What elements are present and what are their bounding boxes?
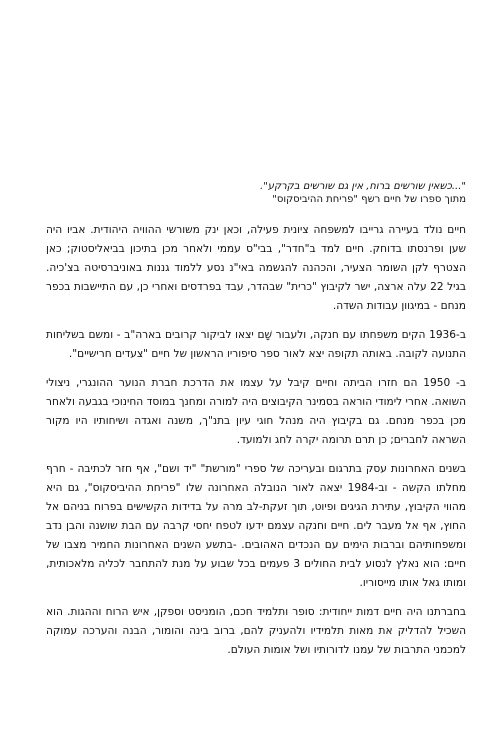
paragraph-legacy: בחברתנו היה חיים דמות ייחודית: סופר ותלמיד חכם, הומניסט וספקן, איש הרוח וההגות. הוא השכיל להדליק את מאות תלמידיו ולהעניק להם, ברוב בינה והומור, הבנה והערכה עמוקה למכמני התרבות של עמנו לדורותיו ושל אומות העולם.	[46, 606, 466, 656]
epigraph	[46, 180, 466, 206]
memorial-text	[46, 180, 466, 670]
epigraph-source: מתוך ספרו של חיים רשף "פריחת ההיביסקוס"	[272, 194, 466, 205]
paragraph-later-years: בשנים האחרונות עסק בתרגום ובעריכה של ספרי "מורשת" "יד ושם", אף חזר לכתיבה - חרף מחלתו הקשה - וב-1984 יצאה לאור הנובלה האחרונה שלו "פריחת ההיביסקוס", גם היא מהווי הקיבוץ, עתירת הגיגים ופיוט, תוך זעקת-לב מרה על בדידות הקשישים בפרוח בניהם אל החוץ, אף אל מעבר לים. חיים וחנקה עצמם ידעו לטפח יחסי קרבה עם הבת שושנה והבן נדב ומשפחותיהם וברבות הימים עם הנכדים האהובים. -בתשע השנים האחרונות החמיר מצבו של חיים: הוא נאלץ לנסוע לבית החולים 3 פעמים בכל שבוע על מנת להתחבר לכליה מלאכותית, ומותו גאל אותו מייסוריו.	[46, 463, 467, 589]
epigraph-quote: "...כשאין שורשים ברוח, אין גם שורשים בקרקע".	[260, 181, 466, 192]
paragraph-family: ב-1936 הקים משפחתו עם חנקה, ולעבור שָׁם יצאו לביקור קרובים בארה"ב - ומשם בשליחות התנועה לקובה. באותה תקופה יצא לאור ספר סיפוריו הראשון של חיים "צעדים חרישיים".	[46, 329, 466, 360]
paragraph-education: ב- 1950 הם חזרו הביתה וחיים קיבל על עצמו את הדרכת חברת הנוער ההונגרי, ניצולי השואה. אחרי לימודי הוראה בסמינר הקיבוצים היה למורה ומחנך במוסד החינוכי בגבעה ולאחר מכן בכפר מנחם. גם בקיבוץ היה מנהל חוגי עיון בתנ"ך, משנה ואגדה ושיחותיו היו מקור השראה לחברים; כן תרם תרומה יקרה לחג ולמועד.	[46, 377, 466, 446]
paragraph-biography: חיים נולד בעיירה גרייבו למשפחה ציונית פעילה, וכאן ינק משורשי ההוויה היהודית. אביו היה שען ופרנסתו בדוחק. חיים למד ב"חדר", בבי"ס עממי ולאחר מכן בתיכון בביאליסטוק; כאן הצטרף לקן השומר הצעיר, והכהנה להגשמה באי"נ נסע ללמוד גננות באוניברסיטה בצ'כיה. בגיל 22 עלה ארצה, ישר לקיבוץ "כרית" שבהדר, עבד בפרדסים ואחרי כן, עם התיישבות בכפר מנחם - במיגוון עבודות השדה.	[46, 224, 466, 312]
